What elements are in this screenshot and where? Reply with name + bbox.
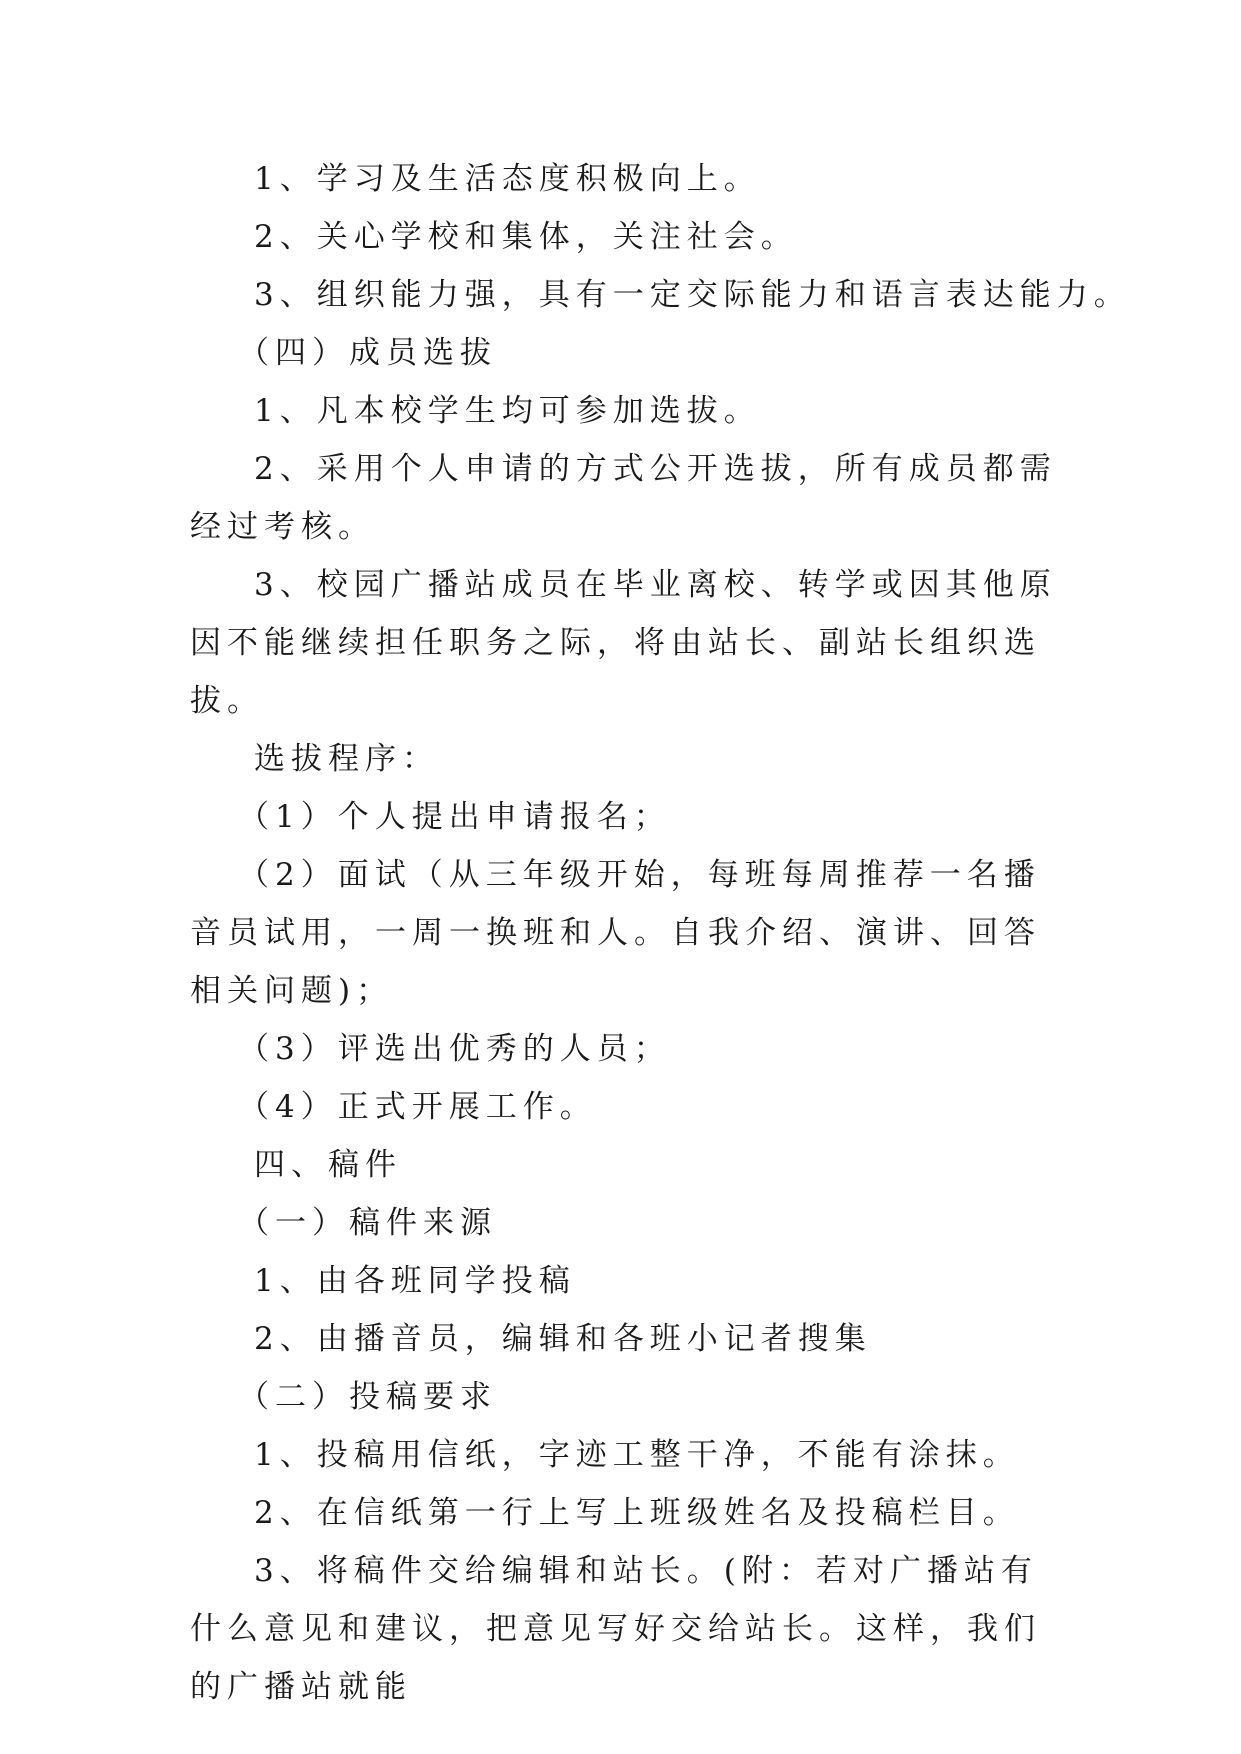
- paragraph-19: 2、在信纸第一行上写上班级姓名及投稿栏目。: [254, 1495, 1020, 1531]
- paragraph-16: 2、由播音员，编辑和各班小记者搜集: [254, 1321, 872, 1357]
- subsection-heading-requirements: （二）投稿要求: [238, 1379, 497, 1415]
- paragraph-15: 1、由各班同学投稿: [254, 1263, 576, 1299]
- selection-procedure-heading: 选拔程序：: [254, 741, 439, 777]
- procedure-step-2: （2）面试（从三年级开始，每班每周推荐一名播音员试用，一周一换班和人。自我介绍、演讲、回答相关问题)；: [190, 857, 1041, 1009]
- paragraph-20: 3、将稿件交给编辑和站长。(附：若对广播站有什么意见和建议，把意见写好交给站长。这样，我们的广播站就能: [190, 1553, 1041, 1705]
- paragraph-2: 2、关心学校和集体，关注社会。: [254, 219, 798, 255]
- paragraph-18: 1、投稿用信纸，字迹工整干净，不能有涂抹。: [254, 1437, 1020, 1473]
- paragraph-7: 3、校园广播站成员在毕业离校、转学或因其他原因不能继续担任职务之际，将由站长、副站长组织选拔。: [190, 567, 1057, 719]
- procedure-step-4: （4）正式开展工作。: [238, 1089, 597, 1125]
- procedure-step-3: （3）评选出优秀的人员；: [238, 1031, 671, 1067]
- document-body: [190, 150, 1131, 1716]
- paragraph-1: 1、学习及生活态度积极向上。: [254, 161, 761, 197]
- subsection-heading-sources: （一）稿件来源: [238, 1205, 497, 1241]
- section-heading-member-selection: （四）成员选拔: [238, 335, 497, 371]
- section-heading-manuscripts: 四、稿件: [254, 1147, 402, 1183]
- procedure-step-1: （1）个人提出申请报名；: [238, 799, 671, 835]
- paragraph-5: 1、凡本校学生均可参加选拔。: [254, 393, 761, 429]
- paragraph-3: 3、组织能力强，具有一定交际能力和语言表达能力。: [254, 277, 1131, 313]
- paragraph-6: 2、采用个人申请的方式公开选拔，所有成员都需经过考核。: [190, 451, 1057, 545]
